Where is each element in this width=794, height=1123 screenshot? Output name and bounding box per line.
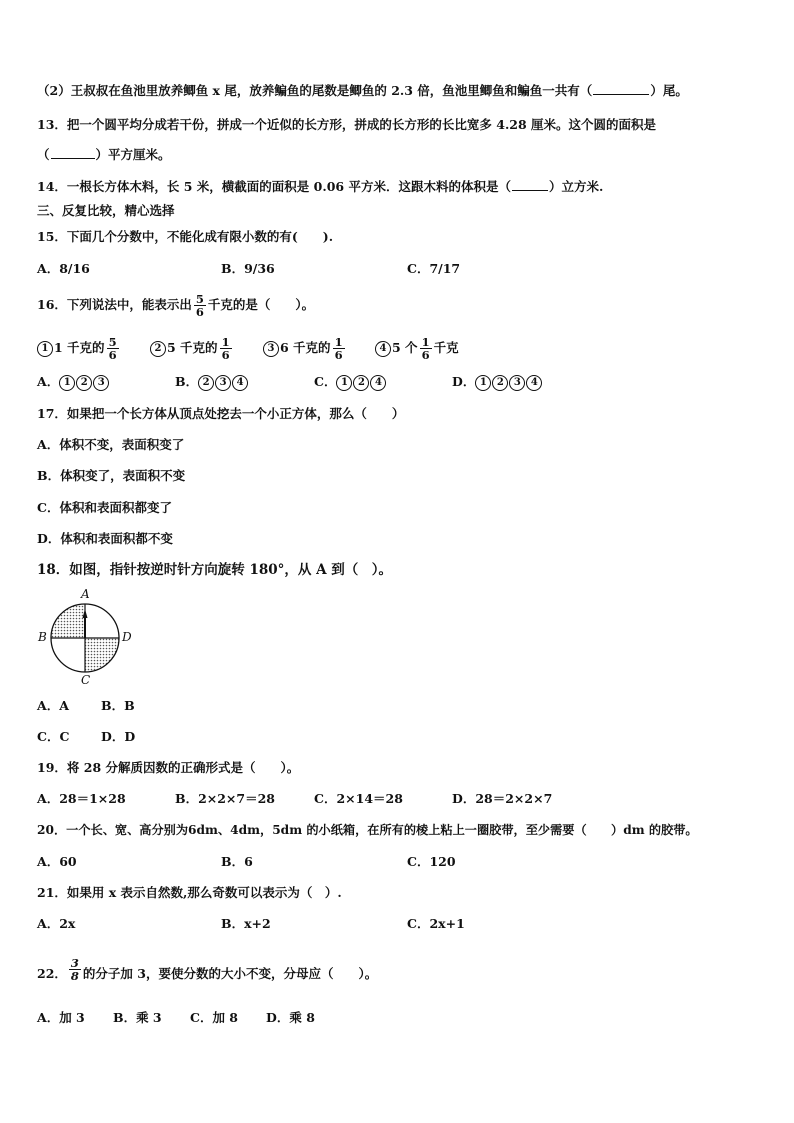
question-17-stem: 17．如果把一个长方体从顶点处挖去一个小正方体，那么（ ） — [37, 406, 405, 421]
q19-option-d[interactable]: D．28＝2×2×7 — [452, 791, 553, 806]
answer-blank[interactable] — [512, 178, 548, 191]
question-16-stem: 16．下列说法中，能表示出 $\frac{5}{6}$ 千克的是（ ）。 — [37, 292, 315, 319]
q19-option-b[interactable]: B．2×2×7＝28 — [175, 791, 276, 806]
fraction: $\frac{3}{8}$ — [70, 956, 79, 983]
q19-option-c[interactable]: C．2×14＝28 — [314, 791, 403, 806]
q18-option-c[interactable]: C．C — [37, 729, 70, 744]
q20-option-a[interactable]: A．60 — [37, 854, 77, 869]
question-14: 14．一根长方体木料，长 5 米，横截面的面积是 0.06 平方米．这跟木料的体积是（ ）立方米. — [37, 179, 604, 194]
q16-option-d[interactable]: D． 1 2 3 4 — [452, 374, 543, 391]
q17-option-d[interactable]: D．体积和表面积都不变 — [37, 531, 173, 546]
q20-option-b[interactable]: B．6 — [221, 854, 253, 869]
fraction: $\frac{5}{6}$ — [195, 292, 204, 319]
answer-blank[interactable] — [51, 146, 95, 159]
q22-option-b[interactable]: B．乘 3 — [113, 1010, 162, 1025]
rotation-figure — [36, 587, 136, 687]
fraction: $\frac{1}{6}$ — [421, 335, 430, 362]
q17-option-a[interactable]: A．体积不变，表面积变了 — [37, 437, 185, 452]
q22-option-a[interactable]: A．加 3 — [37, 1010, 85, 1025]
circle-diagram — [36, 587, 136, 687]
fraction: $\frac{1}{6}$ — [334, 335, 343, 362]
question-18-stem: 18．如图，指针按逆时针方向旋转 180°，从 A 到（ ）。 — [37, 562, 393, 578]
q21-option-b[interactable]: B．x+2 — [221, 916, 271, 931]
section-title: 三、反复比较，精心选择 — [37, 203, 175, 218]
q21-option-a[interactable]: A．2x — [37, 916, 76, 931]
q16-option-c[interactable]: C． 1 2 4 — [314, 374, 387, 391]
fraction: $\frac{5}{6}$ — [108, 335, 117, 362]
q17-option-b[interactable]: B．体积变了，表面积不变 — [37, 468, 186, 483]
q18-option-a[interactable]: A．A — [37, 698, 69, 713]
q22-option-c[interactable]: C．加 8 — [190, 1010, 238, 1025]
q16-statement-2: 2 5 千克的 $\frac{1}{6}$ — [150, 336, 234, 361]
q17-option-c[interactable]: C．体积和表面积都变了 — [37, 500, 172, 515]
q16-option-a[interactable]: A． 1 2 3 — [37, 374, 110, 391]
label-c: C — [81, 673, 91, 687]
q16-statement-4: 4 5 个 $\frac{1}{6}$ 千克 — [375, 336, 459, 361]
label-a: A — [81, 587, 90, 601]
question-13-line-1: 13．把一个圆平均分成若干份，拼成一个近似的长方形，拼成的长方形的长比宽多 4.28 厘米。这个圆的面积是 — [37, 117, 657, 132]
q20-option-c[interactable]: C．120 — [407, 854, 456, 869]
q22-option-d[interactable]: D．乘 8 — [266, 1010, 315, 1025]
question-15-stem: 15．下面几个分数中，不能化成有限小数的有( ). — [37, 229, 334, 244]
label-b: B — [38, 630, 47, 644]
question-21-stem: 21．如果用 x 表示自然数,那么奇数可以表示为（ ）. — [37, 885, 342, 900]
q18-option-b[interactable]: B．B — [101, 698, 135, 713]
question-22-stem: 22． $\frac{3}{8}$ 的分子加 3，要使分数的大小不变，分母应（ ）。 — [37, 956, 378, 983]
q16-statement-1: 1 1 千克的 $\frac{5}{6}$ — [37, 336, 121, 361]
label-d: D — [122, 630, 132, 644]
q18-option-d[interactable]: D．D — [101, 729, 136, 744]
question-13-line-2: （ ）平方厘米。 — [37, 147, 171, 162]
q15-option-b[interactable]: B．9/36 — [221, 261, 275, 276]
q16-option-b[interactable]: B． 2 3 4 — [175, 374, 249, 391]
q16-statement-3: 3 6 千克的 $\frac{1}{6}$ — [263, 336, 347, 361]
answer-blank[interactable] — [593, 82, 649, 95]
q15-option-a[interactable]: A．8/16 — [37, 261, 90, 276]
question-20-stem: 20．一个长、宽、高分别为6dm、4dm，5dm 的小纸箱，在所有的棱上粘上一圈胶带，至少需要（ ）dm 的胶带。 — [37, 823, 698, 837]
q15-option-c[interactable]: C．7/17 — [407, 261, 461, 276]
q19-option-a[interactable]: A．28＝1×28 — [37, 791, 126, 806]
question-12-part-2: （2）王叔叔在鱼池里放养鲫鱼 x 尾，放养鳊鱼的尾数是鲫鱼的 2.3 倍，鱼池里鲫鱼和鳊鱼一共有（ ）尾。 — [37, 83, 688, 98]
q21-option-c[interactable]: C．2x+1 — [407, 916, 465, 931]
question-19-stem: 19．将 28 分解质因数的正确形式是（ ）。 — [37, 760, 300, 775]
fraction: $\frac{1}{6}$ — [221, 335, 230, 362]
